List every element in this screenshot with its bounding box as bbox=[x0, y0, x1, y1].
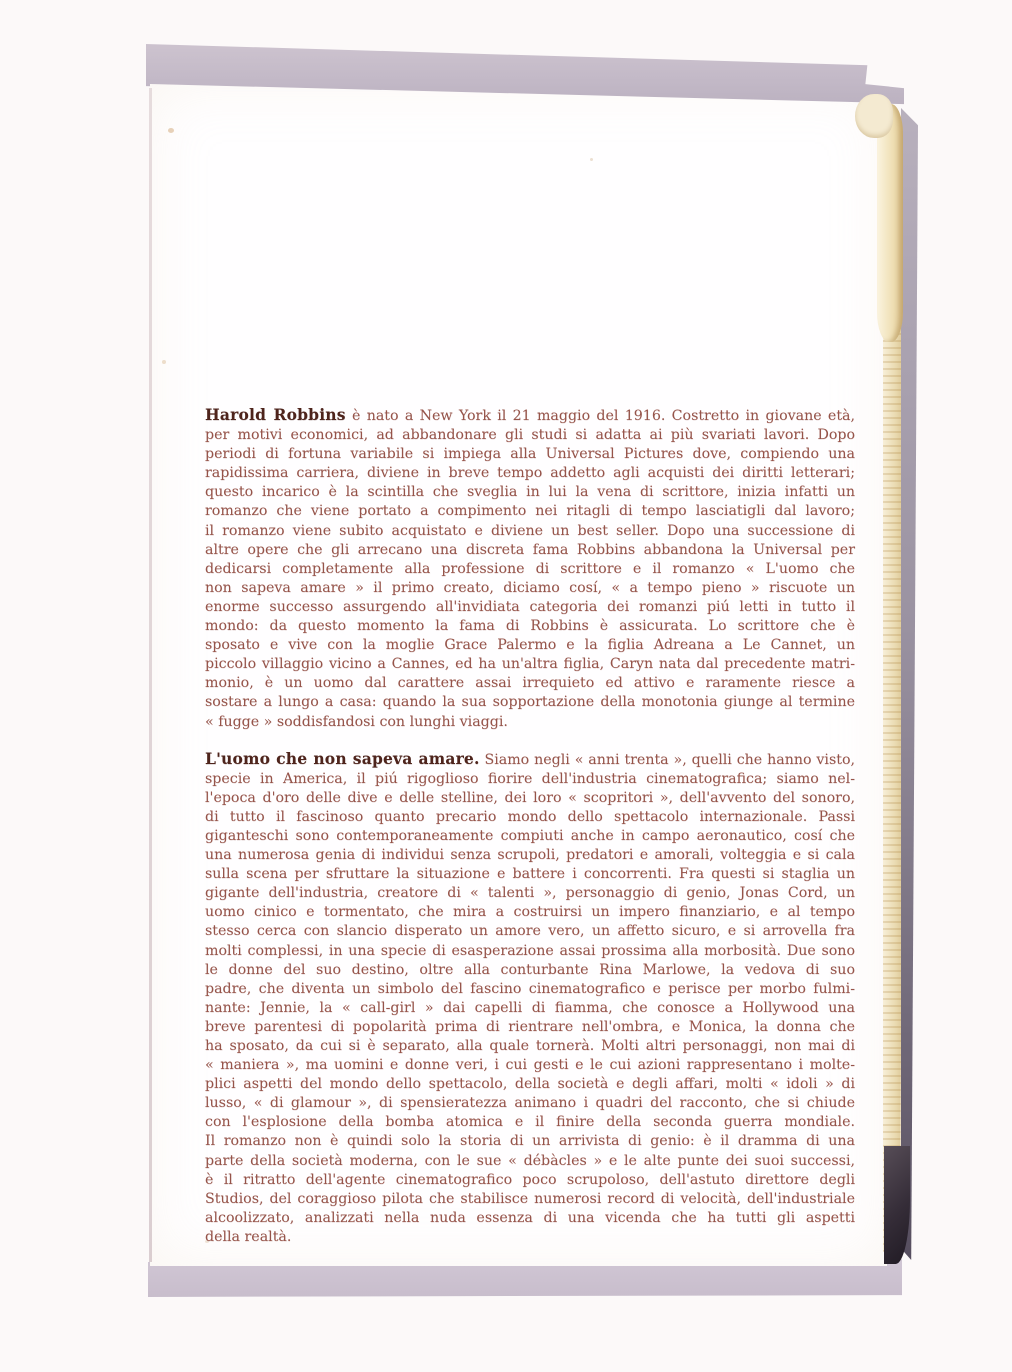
text-line: lusso, « di glamour », di spensieratezza animano i quadri del racconto, che si chiude bbox=[205, 1095, 855, 1112]
text-line: sulla scena per sfruttare la situazione e battere i concorrenti. Fra questi si staglia un bbox=[205, 866, 855, 883]
book-title-lead: L'uomo che non sapeva amare. bbox=[205, 748, 480, 768]
text-line: breve parentesi di popolarità prima di rientrare nell'ombra, e Monica, la donna che bbox=[205, 1018, 855, 1035]
bent-jacket-notch bbox=[865, 30, 942, 91]
age-spot bbox=[590, 158, 593, 161]
text-line: L'uomo che non sapeva amare. Siamo negli « anni trenta », quelli che hanno visto, bbox=[205, 748, 855, 768]
text-line: per motivi economici, ad abbandonare gli studi si adatta ai più svariati lavori. Dopo bbox=[205, 427, 855, 444]
text-line: le donne del suo destino, oltre alla conturbante Rina Marlowe, la vedova di suo bbox=[205, 961, 855, 978]
text-line: specie in America, il piú rigoglioso fiorire dell'industria cinematografica; siamo nel- bbox=[205, 770, 855, 787]
text-line: della realtà. bbox=[205, 1228, 292, 1245]
text-line: molti complessi, in una specie di esasperazione assai prossima alla morbosità. Due sono bbox=[205, 942, 855, 959]
text-line: ha sposato, da cui si è separato, alla quale tornerà. Molti altri personaggi, non mai di bbox=[205, 1038, 855, 1054]
text-line: una numerosa genia di individui senza scrupoli, predatori e amorali, volteggia e si cala bbox=[205, 847, 855, 864]
text-line: mondo: da questo momento la fama di Robbins è assicurata. Lo scrittore che è bbox=[205, 618, 855, 635]
text-line: periodi di fortuna variabile si impiega alla Universal Pictures dove, compiendo una bbox=[205, 446, 855, 463]
text-line: dedicarsi completamente alla professione di scrittore e il romanzo « L'uomo che bbox=[205, 560, 855, 577]
text-line: enorme successo assurgendo all'invidiata categoria dei romanzi piú letti in tutto il bbox=[205, 598, 855, 615]
page-left-edge bbox=[149, 88, 152, 1262]
age-spot bbox=[162, 360, 166, 364]
text-line: padre, che diventa un simbolo del fascino cinematografico e perisce per morbo fulmi- bbox=[205, 980, 855, 997]
text-line: « fugge » soddisfandosi con lunghi viaggi. bbox=[205, 713, 508, 730]
text-line: sostare a lungo a casa: quando la sua sopportazione della monotonia giunge al termine bbox=[205, 694, 855, 711]
text-line: romanzo che viene portato a compimento nei ritagli di tempo lasciatigli dal lavoro; bbox=[205, 503, 855, 520]
author-name-lead: Harold Robbins bbox=[205, 405, 346, 424]
text-line: alcoolizzato, analizzati nella nuda essenza di una vicenda che ha tutti gli aspetti bbox=[205, 1209, 855, 1226]
flap-text bbox=[205, 405, 855, 1247]
text-line: piccolo villaggio vicino a Cannes, ed ha un'altra figlia, Caryn nata dal precedente matri- bbox=[205, 656, 855, 673]
age-spot bbox=[168, 128, 174, 133]
text-line: « maniera », ma uomini e donne veri, i cui gesti e le cui azioni rappresentano i molte- bbox=[205, 1057, 855, 1074]
text-line: l'epoca d'oro delle dive e delle stelline, dei loro « scopritori », dell'avvento del sonoro, bbox=[205, 789, 855, 806]
text-line: nante: Jennie, la « call-girl » dai capelli di fiamma, che conosce a Hollywood una bbox=[205, 999, 855, 1016]
text-line: parte della società moderna, con le sue « débàcles » e le alte punte dei suoi successi, bbox=[205, 1152, 855, 1169]
text-line: plici aspetti del mondo dello spettacolo, della società e degli affari, molti « idoli » di bbox=[205, 1076, 855, 1093]
text-line: Il romanzo non è quindi solo la storia di un arrivista di genio: è il dramma di una bbox=[205, 1133, 855, 1150]
text-line: è il ritratto dell'agente cinematografico poco scrupoloso, dell'astuto direttore degli bbox=[205, 1171, 855, 1188]
text-line: di tutto il fascinoso quanto precario mondo dello spettacolo internazionale. Passi bbox=[205, 808, 855, 825]
curled-jacket-corner bbox=[855, 94, 893, 138]
text-line: questo incarico è la scintilla che sveglia in lui la vena di scrittore, inizia infatti un bbox=[205, 484, 855, 501]
text-line: altre opere che gli arrecano una discreta fama Robbins abbandona la Universal per bbox=[205, 541, 855, 558]
text-line: stesso cerca con slancio disperato un amore vero, un affetto sicuro, e si arrovella fra bbox=[205, 923, 855, 940]
author-bio-paragraph bbox=[205, 405, 855, 732]
book-synopsis-paragraph bbox=[205, 749, 855, 1247]
text-line: con l'esplosione della bomba atomica e il finire della seconda guerra mondiale. bbox=[205, 1114, 855, 1131]
curled-jacket-edge bbox=[877, 104, 903, 342]
text-line: sposato e vive con la moglie Grace Palermo e la figlia Adreana a Le Cannet, un bbox=[205, 637, 855, 654]
text-line: Harold Robbins è nato a New York il 21 maggio del 1916. Costretto in giovane età, bbox=[205, 405, 855, 424]
text-line: il romanzo viene subito acquistato e diviene un best seller. Dopo una successione di bbox=[205, 522, 855, 539]
fore-edge-shadow bbox=[901, 108, 918, 1260]
text-line: Studios, del coraggioso pilota che stabilisce numerosi record di velocità, dell'industriale bbox=[205, 1190, 855, 1207]
text-line: rapidissima carriera, diviene in breve tempo addetto agli acquisti dei diritti letterari; bbox=[205, 465, 855, 482]
text-line: giganteschi sono contemporaneamente compiuti anche in campo aeronautico, cosí che bbox=[205, 827, 855, 844]
text-line: non sapeva amare » il primo creato, diciamo cosí, « a tempo pieno » riscuote un bbox=[205, 579, 855, 596]
text-line: monio, è un uomo dal carattere assai irrequieto ed attivo e raramente riesce a bbox=[205, 675, 855, 692]
text-line: gigante dell'industria, creatore di « talenti », personaggio di genio, Jonas Cord, un bbox=[205, 885, 855, 902]
text-line: uomo cinico e tormentato, che mira a costruirsi un impero finanziario, e al tempo bbox=[205, 904, 855, 921]
